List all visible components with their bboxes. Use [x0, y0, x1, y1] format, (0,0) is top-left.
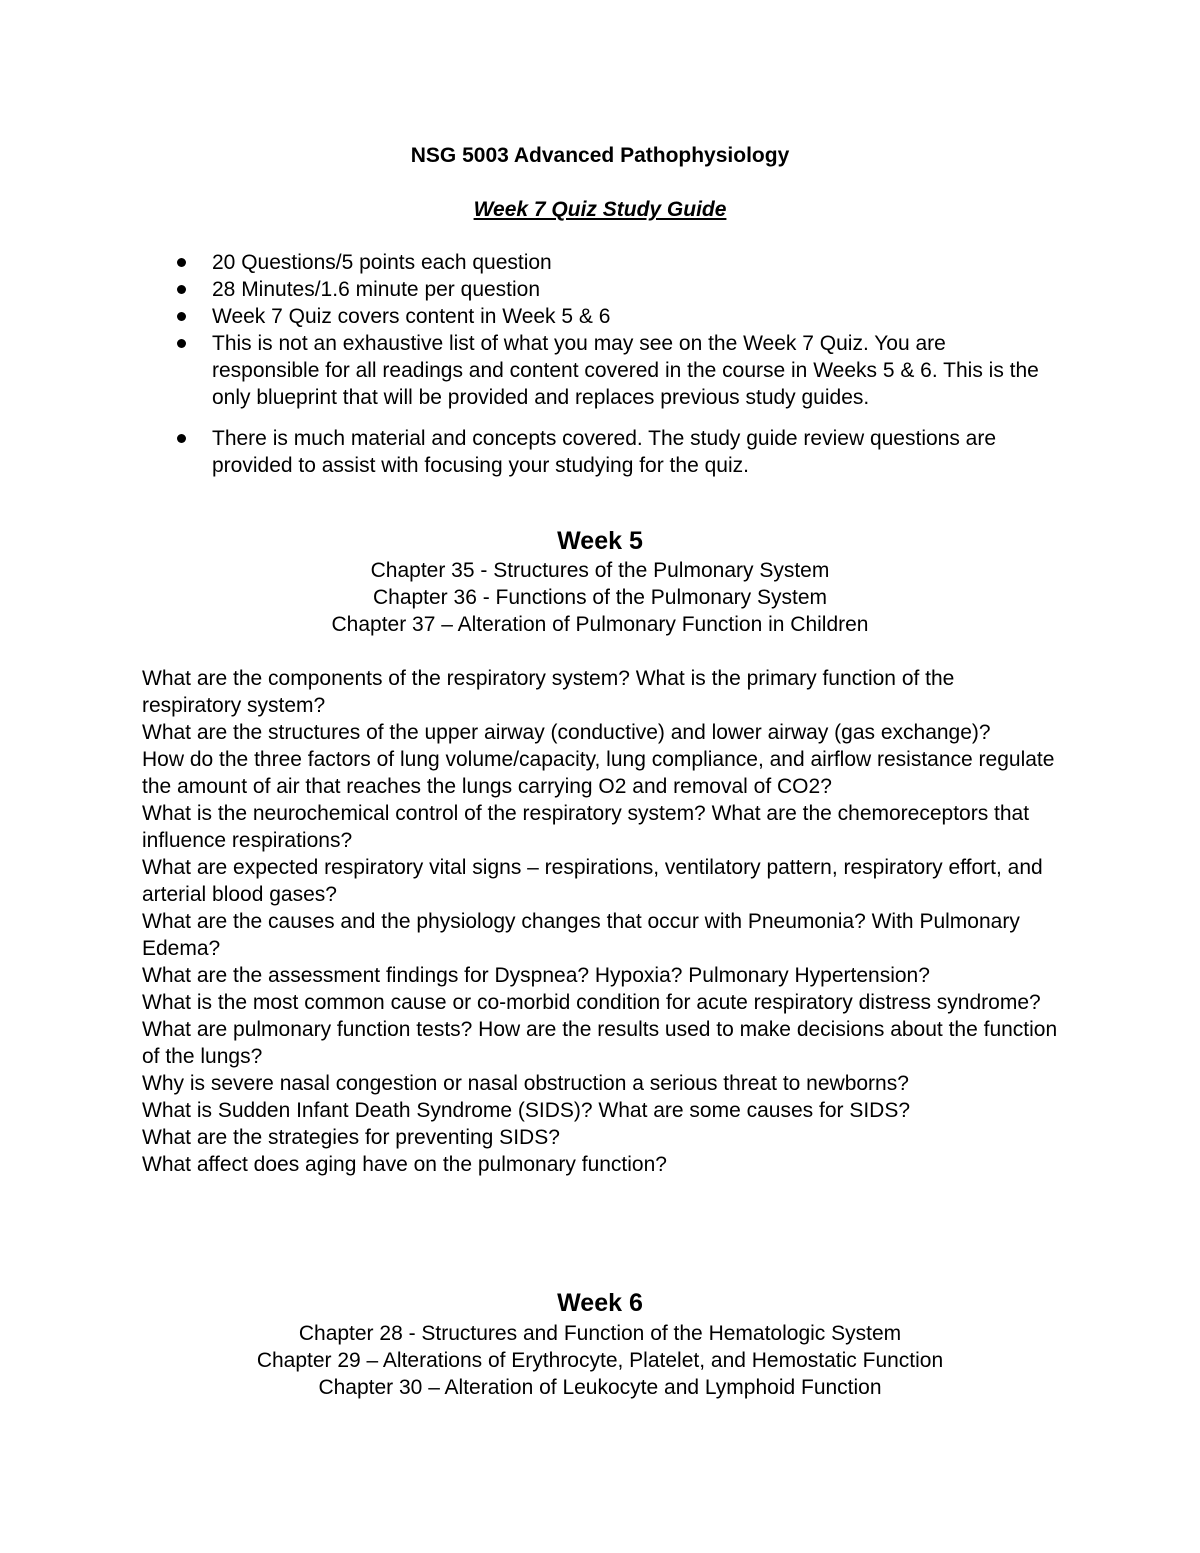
list-item — [142, 276, 1058, 303]
bullet-text: There is much material and concepts covered. The study guide review questions are provided to assist with focusing your studying for the quiz. — [212, 427, 997, 477]
list-item — [142, 330, 1058, 411]
bullet-text: 20 Questions/5 points each question — [212, 251, 552, 274]
quiz-info-list — [142, 249, 1058, 479]
question-item: What are expected respiratory vital signs – respirations, ventilatory pattern, respiratory effort, and arterial blood gases? — [142, 856, 1043, 906]
week5-questions — [142, 665, 1058, 1178]
question-item: What affect does aging have on the pulmonary function? — [142, 1153, 667, 1176]
week5-chapter-list — [142, 557, 1058, 638]
bullet-text: 28 Minutes/1.6 minute per question — [212, 278, 541, 301]
bullet-icon — [177, 285, 186, 294]
week6-heading: Week 6 — [557, 1289, 643, 1317]
question-item: How do the three factors of lung volume/capacity, lung compliance, and airflow resistance regulate the amount of air that reaches the lungs carrying O2 and removal of CO2? — [142, 748, 1055, 798]
chapter-item: Chapter 36 - Functions of the Pulmonary System — [372, 586, 828, 609]
page-title: NSG 5003 Advanced Pathophysiology — [410, 144, 790, 167]
chapter-item: Chapter 29 – Alterations of Erythrocyte, Platelet, and Hemostatic Function — [256, 1349, 944, 1372]
page-subtitle: Week 7 Quiz Study Guide — [473, 198, 727, 221]
question-item: What is the most common cause or co-morbid condition for acute respiratory distress syndrome? — [142, 991, 1041, 1014]
list-item — [142, 249, 1058, 276]
chapter-item: Chapter 30 – Alteration of Leukocyte and Lymphoid Function — [318, 1376, 882, 1399]
bullet-icon — [177, 434, 186, 443]
week5-heading: Week 5 — [557, 527, 643, 555]
question-item: What are the components of the respiratory system? What is the primary function of the respiratory system? — [142, 667, 955, 717]
bullet-icon — [177, 312, 186, 321]
question-item: What are the strategies for preventing SIDS? — [142, 1126, 560, 1149]
bullet-icon — [177, 258, 186, 267]
question-item: What are the causes and the physiology changes that occur with Pneumonia? With Pulmonary Edema? — [142, 910, 1020, 960]
question-item: What are the structures of the upper airway (conductive) and lower airway (gas exchange)? — [142, 721, 991, 744]
bullet-text: This is not an exhaustive list of what you may see on the Week 7 Quiz. You are responsible for all readings and content covered in the course in Weeks 5 & 6. This is the only blueprint that will be provided and replaces previous study guides. — [212, 332, 1039, 409]
chapter-item: Chapter 35 - Structures of the Pulmonary System — [370, 559, 830, 582]
list-item — [142, 425, 1058, 479]
list-item — [142, 303, 1058, 330]
chapter-item: Chapter 37 – Alteration of Pulmonary Function in Children — [331, 613, 869, 636]
bullet-text: Week 7 Quiz covers content in Week 5 & 6 — [212, 305, 611, 328]
question-item: Why is severe nasal congestion or nasal obstruction a serious threat to newborns? — [142, 1072, 909, 1095]
question-item: What is the neurochemical control of the respiratory system? What are the chemoreceptors that influence respirations? — [142, 802, 1030, 852]
bullet-icon — [177, 339, 186, 348]
question-item: What are the assessment findings for Dyspnea? Hypoxia? Pulmonary Hypertension? — [142, 964, 930, 987]
chapter-item: Chapter 28 - Structures and Function of the Hematologic System — [298, 1322, 902, 1345]
question-item: What is Sudden Infant Death Syndrome (SIDS)? What are some causes for SIDS? — [142, 1099, 911, 1122]
week6-chapter-list — [142, 1320, 1058, 1401]
question-item: What are pulmonary function tests? How are the results used to make decisions about the function of the lungs? — [142, 1018, 1058, 1068]
